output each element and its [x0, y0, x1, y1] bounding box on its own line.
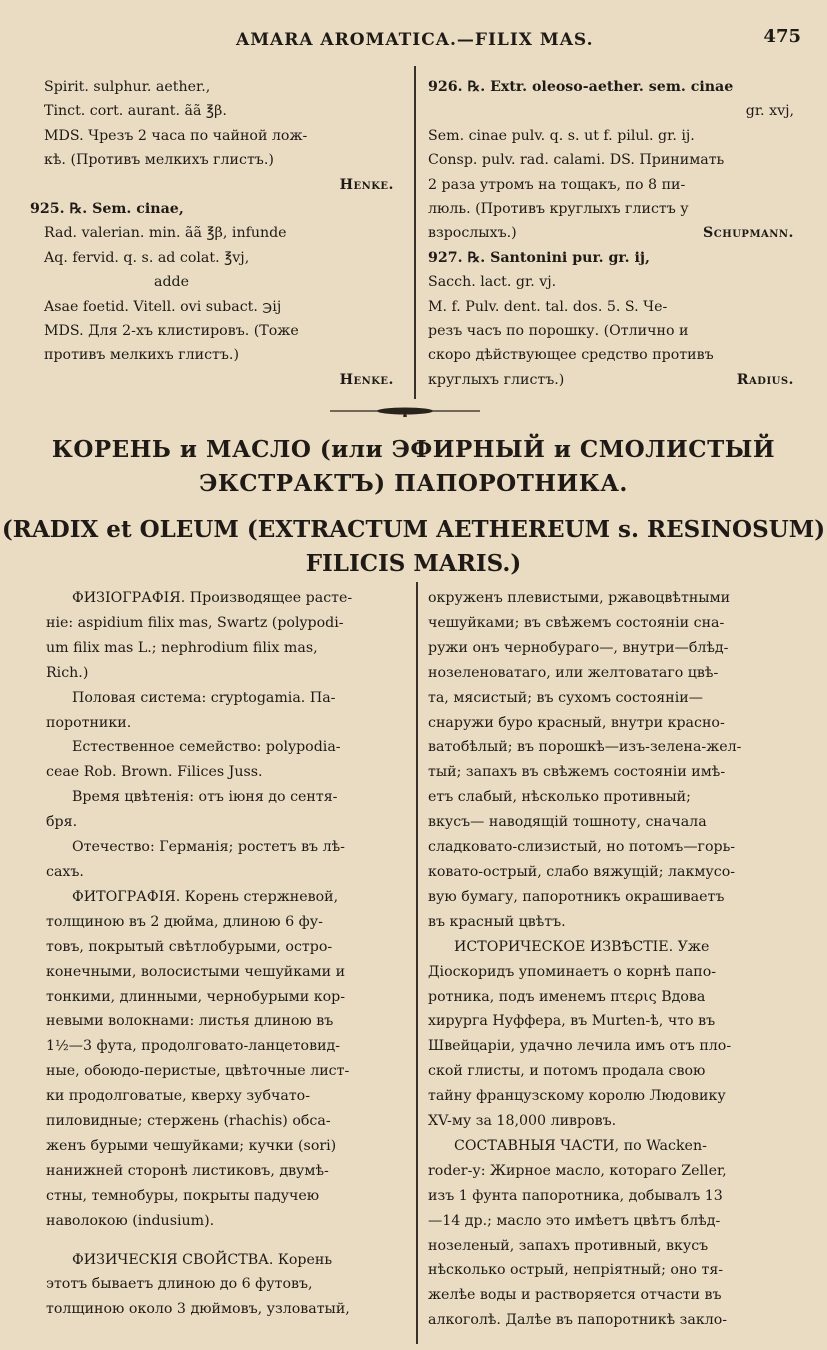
- text-line: пиловидные; стержень (rhachis) обса-: [46, 1113, 331, 1130]
- text-line: окруженъ плевистыми, ржавоцвѣтными: [428, 590, 731, 606]
- text-line: взрослыхъ.): [428, 225, 517, 242]
- text-line: тонкими, длинными, чернобурыми кор-: [46, 988, 346, 1005]
- text-line: сахъ.: [46, 863, 84, 880]
- prescriptions-right: [428, 75, 794, 392]
- text-line: Asae foetid. Vitell. ovi subact. ℈ij: [44, 298, 282, 315]
- text-line: чешуйками; въ свѣжемъ состояніи сна-: [428, 614, 725, 631]
- spacer: [46, 1234, 406, 1248]
- author-signature: Schupmann.: [703, 225, 794, 242]
- text-line: ротника, подъ именемъ πτερις Вдова: [428, 988, 706, 1005]
- text-line: етъ слабый, нѣсколько противный;: [428, 789, 691, 806]
- text-line: Aq. fervid. q. s. ad colat. ℥vj,: [44, 249, 250, 266]
- text-line: противъ мелкихъ глистъ.): [44, 347, 239, 364]
- text-line: сладковато-слизистый, но потомъ—горь-: [428, 839, 736, 856]
- text-line: Rad. valerian. min. ãã ℥β, infunde: [44, 225, 287, 242]
- text-line: вую бумагу, папоротникъ окрашиваетъ: [428, 888, 725, 905]
- text-line: Tinct. cort. aurant. ãã ℥β.: [44, 103, 227, 120]
- text-line: тый; запахъ въ свѣжемъ состояніи имѣ-: [428, 764, 726, 781]
- column-divider: [414, 66, 416, 399]
- text-line: снаружи буро красный, внутри красно-: [428, 714, 725, 731]
- text-line: Время цвѣтенія: отъ іюня до сентя-: [72, 789, 338, 806]
- text-line: adde: [154, 274, 190, 291]
- text-line: ФИЗИЧЕСКІЯ СВОЙСТВА. Корень: [72, 1251, 333, 1268]
- running-title: AMARA AROMATICA.—FILIX MAS.: [236, 30, 594, 50]
- recipe-heading: 925. ℞. Sem. cinae,: [30, 201, 184, 218]
- text-line: скоро дѣйствующее средство противъ: [428, 347, 714, 364]
- text-line: желѣе воды и растворяется отчасти въ: [428, 1287, 722, 1304]
- text-line: конечными, волосистыми чешуйками и: [46, 963, 346, 980]
- section-title-la-line2: FILICIS MARIS.): [305, 550, 522, 577]
- text-line: изъ 1 фунта папоротника, добывалъ 13: [428, 1187, 723, 1204]
- text-line: вкусъ— наводящій тошноту, сначала: [428, 814, 707, 831]
- text-line: ные, обоюдо-перистые, цвѣточные лист-: [46, 1063, 350, 1080]
- text-line: невыми волокнами: листья длиною въ: [46, 1013, 334, 1030]
- text-line: этотъ бываетъ длиною до 6 футовъ,: [46, 1276, 313, 1293]
- text-line: нѣсколько острый, непріятный; оно тя-: [428, 1262, 724, 1279]
- text-line: ФИТОГРАФІЯ. Корень стержневой,: [72, 888, 339, 905]
- text-line: MDS. Для 2-хъ клистировъ. (Тоже: [44, 323, 299, 340]
- author-signature: Henke.: [339, 371, 394, 388]
- author-signature: Henke.: [339, 176, 394, 193]
- recipe-heading: 926. ℞. Extr. oleoso-aether. sem. cinae: [428, 79, 734, 95]
- body-right-column: [428, 586, 800, 1333]
- text-line: ватобѣлый; въ порошкѣ—изъ-зелена-жел-: [428, 739, 742, 756]
- ornament-divider: [330, 405, 480, 417]
- text-line: толщиною около 3 дюймовъ, узловатый,: [46, 1301, 350, 1318]
- column-divider: [416, 582, 418, 1344]
- text-line: 2 раза утромъ на тощакъ, по 8 пи-: [428, 176, 686, 193]
- text-line: бря.: [46, 814, 78, 831]
- prescriptions-left: [30, 75, 394, 392]
- recipe-heading: 927. ℞. Santonini pur. gr. ij,: [428, 249, 650, 266]
- text-line: наволокою (indusium).: [46, 1212, 215, 1229]
- text-line: кѣ. (Противъ мелкихъ глистъ.): [44, 152, 274, 169]
- text-line: толщиною въ 2 дюйма, длиною 6 фу-: [46, 913, 323, 930]
- text-line: gr. xvj,: [745, 103, 794, 120]
- text-line: um filix mas L.; nephrodium filix mas,: [46, 639, 318, 656]
- text-line: roder-у: Жирное масло, котораго Zeller,: [428, 1162, 727, 1179]
- text-line: женъ бурыми чешуйками; кучки (sori): [46, 1137, 337, 1154]
- text-line: 1½—3 фута, продолговато-ланцетовид-: [46, 1038, 341, 1055]
- text-line: MDS. Чрезъ 2 часа по чайной лож-: [44, 127, 308, 144]
- text-line: стны, темнобуры, покрыты падучею: [46, 1187, 320, 1204]
- text-line: Spirit. sulphur. aether.,: [44, 79, 211, 95]
- text-line: люль. (Противъ круглыхъ глистъ у: [428, 201, 689, 218]
- text-line: Швейцаріи, удачно лечила имъ отъ пло-: [428, 1038, 732, 1055]
- text-line: Sem. cinae pulv. q. s. ut f. pilul. gr. ij.: [428, 127, 695, 144]
- text-line: Отечество: Германія; ростетъ въ лѣ-: [72, 839, 345, 856]
- text-line: ки продолговатые, кверху зубчато-: [46, 1088, 311, 1105]
- text-line: —14 др.; масло это имѣетъ цвѣтъ блѣд-: [428, 1212, 721, 1229]
- text-line: ИСТОРИЧЕСКОЕ ИЗВѢСТІЕ. Уже: [454, 938, 710, 955]
- text-line: ceae Rob. Brown. Filices Juss.: [46, 764, 263, 781]
- text-line: поротники.: [46, 714, 132, 731]
- section-title-ru-line1: КОРЕНЬ и МАСЛО (или ЭФИРНЫЙ и СМОЛИСТЫЙ: [51, 436, 776, 463]
- section-title-la-line1: (RADIX et OLEUM (EXTRACTUM AETHEREUM s. RESINOSUM): [1, 516, 826, 543]
- text-line: M. f. Pulv. dent. tal. dos. 5. S. Че-: [428, 298, 668, 315]
- text-line: Діоскоридъ упоминаетъ о корнѣ папо-: [428, 963, 717, 980]
- text-line: ФИЗІОГРАФІЯ. Производящее расте-: [72, 590, 353, 606]
- text-line: товъ, покрытый свѣтлобурыми, остро-: [46, 938, 333, 955]
- text-line: ніе: aspidium filix mas, Swartz (polypodi-: [46, 614, 344, 631]
- text-line: резъ часъ по порошку. (Отлично и: [428, 323, 689, 340]
- text-line: Естественное семейство: polypodia-: [72, 739, 341, 756]
- text-line: та, мясистый; въ сухомъ состояніи—: [428, 689, 703, 706]
- running-header: [0, 26, 827, 54]
- text-line: тайну французскому королю Людовику: [428, 1088, 726, 1105]
- body-left-column: [46, 586, 406, 1322]
- text-line: СОСТАВНЫЯ ЧАСТИ, по Wacken-: [454, 1137, 707, 1154]
- text-line: хирурга Нуффера, въ Murten-ѣ, что въ: [428, 1013, 716, 1030]
- text-line: ружи онъ чернобураго—, внутри—блѣд-: [428, 639, 729, 656]
- text-line: Consp. pulv. rad. calami. DS. Принимать: [428, 152, 725, 169]
- text-line: Половая система: cryptogamia. Па-: [72, 689, 336, 706]
- text-line: ковато-острый, слабо вяжущій; лакмусо-: [428, 863, 736, 880]
- text-line: XV-му за 18,000 ливровъ.: [428, 1113, 617, 1130]
- author-signature: Radius.: [736, 371, 794, 388]
- text-line: Rich.): [46, 664, 89, 681]
- text-line: алкоголѣ. Далѣе въ папоротникѣ закло-: [428, 1312, 728, 1329]
- text-line: круглыхъ глистъ.): [428, 371, 565, 388]
- text-line: Sacch. lact. gr. vj.: [428, 274, 557, 291]
- page-number: 475: [763, 26, 801, 47]
- text-line: нанижней сторонѣ листиковъ, двумѣ-: [46, 1162, 329, 1179]
- text-line: нозеленоватаго, или желтоватаго цвѣ-: [428, 664, 719, 681]
- text-line: въ красный цвѣтъ.: [428, 913, 566, 930]
- text-line: нозеленый, запахъ противный, вкусъ: [428, 1237, 709, 1254]
- section-title-ru-line2: ЭКСТРАКТЪ) ПАПОРОТНИКА.: [199, 470, 628, 497]
- text-line: ской глисты, и потомъ продала свою: [428, 1063, 706, 1080]
